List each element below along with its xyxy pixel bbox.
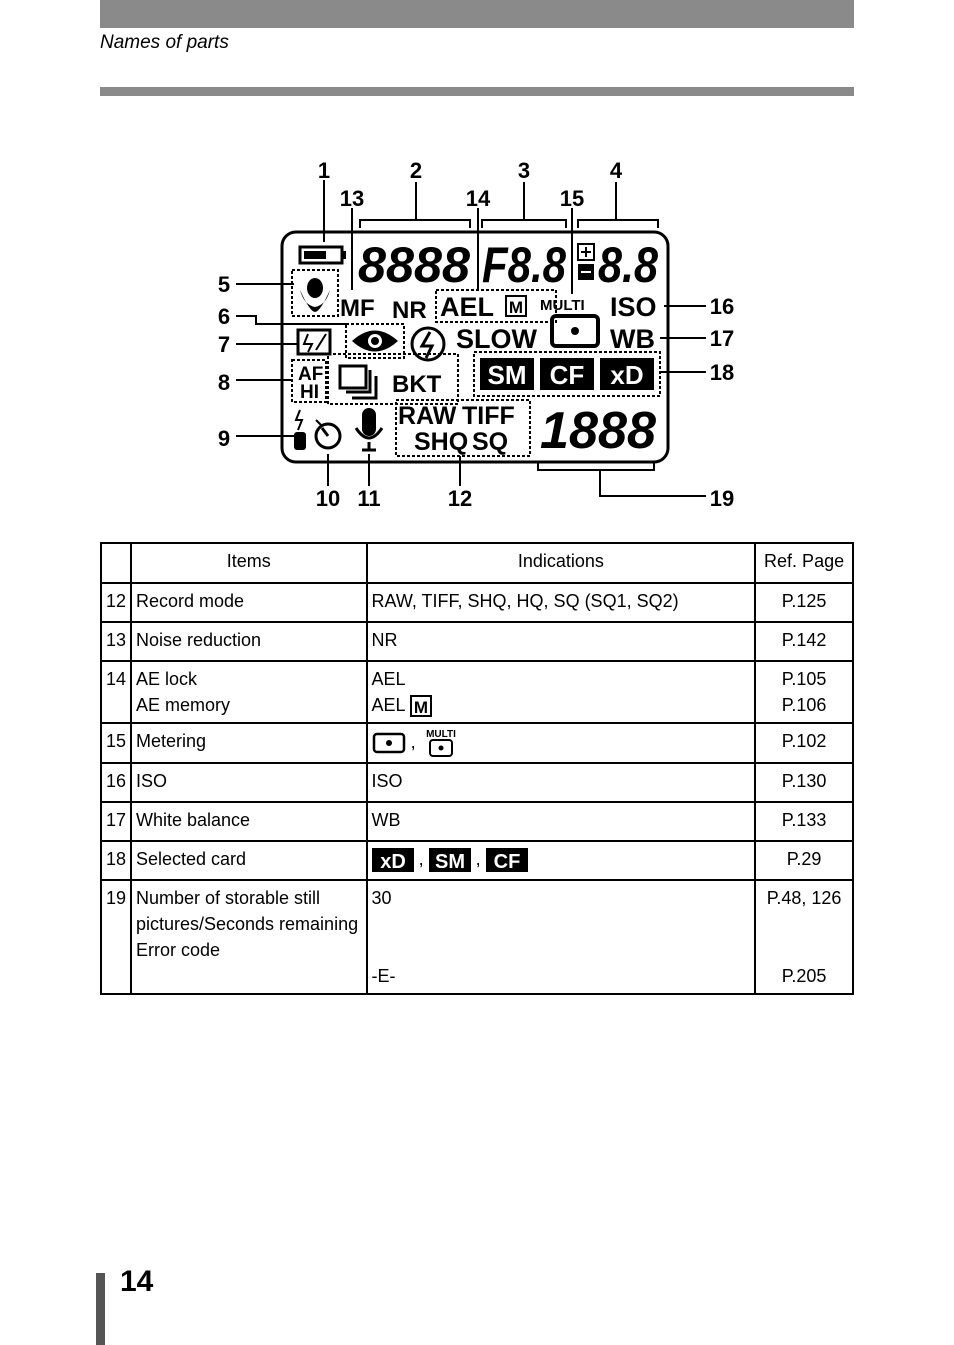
callout-15: 15 — [559, 186, 585, 211]
cf-card-icon — [540, 358, 594, 390]
table-header-row — [101, 543, 853, 583]
row-item-cell — [131, 661, 367, 723]
row-ref: P.142 — [755, 622, 853, 661]
callout-12: 12 — [447, 486, 473, 511]
row-item: Noise reduction — [131, 622, 367, 661]
lcd-sq: SQ — [472, 428, 509, 456]
table-row — [101, 841, 853, 880]
row-num: 14 — [101, 661, 131, 723]
row-ref: P.106 — [781, 695, 827, 715]
spot-metering-icon — [372, 731, 406, 755]
header-bar — [100, 0, 854, 28]
m-box-icon — [410, 695, 432, 717]
plus-minus-icon — [578, 244, 594, 280]
row-item: Record mode — [131, 583, 367, 622]
row-num: 19 — [101, 880, 131, 994]
row-num: 16 — [101, 763, 131, 802]
flash-off-icon — [412, 328, 444, 360]
callout-8: 8 — [217, 370, 231, 395]
callout-10: 10 — [315, 486, 341, 511]
macro-flower-icon — [300, 278, 330, 312]
header-ref-page: Ref. Page — [755, 543, 853, 583]
microphone-icon — [356, 408, 382, 450]
row-num: 12 — [101, 583, 131, 622]
svg-text:M: M — [413, 698, 429, 718]
table-row — [101, 763, 853, 802]
callout-18: 18 — [709, 360, 735, 385]
lcd-multi: MULTI — [540, 297, 585, 314]
self-timer-icon — [316, 420, 340, 448]
parts-table — [100, 542, 854, 995]
lcd-panel-diagram — [200, 150, 760, 520]
callout-6: 6 — [217, 304, 231, 329]
callout-14: 14 — [465, 186, 491, 211]
spot-metering-icon — [552, 316, 598, 346]
row-item: Number of storable still pictures/Seconds remaining — [135, 888, 359, 934]
remote-flash-icon — [294, 410, 306, 450]
row-ref: P.105 — [781, 669, 827, 689]
shutter-digits: 8888 — [358, 237, 471, 293]
row-num: 13 — [101, 622, 131, 661]
row-item: White balance — [131, 802, 367, 841]
lcd-raw: RAW — [398, 402, 457, 430]
sm-card-icon — [480, 358, 534, 390]
row-indication: , — [475, 849, 481, 869]
row-ref: P.205 — [781, 966, 827, 986]
lcd-ael: AEL — [440, 292, 494, 322]
lcd-shq: SHQ — [414, 428, 469, 456]
row-indication-cell — [367, 841, 756, 880]
callout-9: 9 — [217, 426, 231, 451]
page-number: 14 — [120, 1265, 154, 1298]
row-item: AE memory — [135, 695, 230, 715]
battery-icon — [300, 247, 346, 263]
callout-1: 1 — [317, 158, 331, 183]
row-indication-cell — [367, 661, 756, 723]
svg-text:SM: SM — [434, 851, 465, 873]
row-num: 18 — [101, 841, 131, 880]
lcd-nr: NR — [392, 297, 427, 324]
section-title: Names of parts — [100, 32, 229, 53]
table-row — [101, 880, 853, 994]
row-item: Selected card — [131, 841, 367, 880]
row-num: 17 — [101, 802, 131, 841]
row-ref-cell — [755, 661, 853, 723]
row-indication-ael-m — [372, 692, 751, 718]
table-row — [101, 802, 853, 841]
row-indication: -E- — [371, 966, 396, 986]
lcd-tiff: TIFF — [462, 402, 515, 430]
lcd-m-box: M — [508, 298, 524, 317]
callout-17: 17 — [709, 326, 735, 351]
header-num — [101, 543, 131, 583]
xd-card-icon — [600, 358, 654, 390]
callout-19: 19 — [709, 486, 735, 511]
row-item: Metering — [131, 723, 367, 763]
row-item-cell — [131, 880, 367, 994]
multi-spot-metering-icon — [421, 728, 461, 758]
cf-card-icon — [486, 848, 528, 872]
lcd-bkt: BKT — [392, 371, 442, 398]
flash-comp-icon — [298, 330, 330, 354]
red-eye-icon — [352, 331, 398, 352]
sm-card-icon — [429, 848, 471, 872]
bracket-3 — [482, 220, 566, 228]
header-indications: Indications — [367, 543, 756, 583]
frame-counter-digits: 1888 — [540, 402, 657, 460]
callout-2: 2 — [409, 158, 423, 183]
page-number-bar — [96, 1273, 105, 1345]
lcd-af: AF — [298, 364, 324, 385]
svg-text:MULTI: MULTI — [425, 729, 456, 740]
row-indication: RAW, TIFF, SHQ, HQ, SQ (SQ1, SQ2) — [367, 583, 756, 622]
svg-text:CF: CF — [493, 851, 520, 873]
callout-11: 11 — [357, 486, 381, 511]
bracket-2 — [360, 220, 470, 228]
row-ref: P.125 — [755, 583, 853, 622]
row-indication: ISO — [367, 763, 756, 802]
lcd-mf: MF — [340, 295, 375, 322]
xd-card-icon — [372, 848, 414, 872]
row-indication: , — [418, 849, 424, 869]
callout-3: 3 — [517, 158, 531, 183]
callout-5: 5 — [217, 272, 231, 297]
sequential-shooting-icon — [340, 366, 376, 398]
row-indication: , — [410, 731, 416, 752]
row-ref: P.133 — [755, 802, 853, 841]
callout-7: 7 — [217, 332, 231, 357]
row-indication: NR — [367, 622, 756, 661]
row-ref: P.102 — [755, 723, 853, 763]
row-indication: AEL — [371, 669, 406, 689]
table-row — [101, 723, 853, 763]
aperture-digits: F8.8 — [482, 237, 567, 293]
callout-13: 13 — [339, 186, 365, 211]
header-items: Items — [131, 543, 367, 583]
svg-text:xD: xD — [379, 851, 406, 873]
lcd-wb: WB — [610, 324, 655, 354]
row-item: AE lock — [135, 669, 197, 689]
row-indication: 30 — [371, 888, 392, 908]
row-indication: AEL — [371, 695, 405, 715]
callout-4: 4 — [609, 158, 623, 183]
row-ref: P.130 — [755, 763, 853, 802]
row-ref: P.29 — [755, 841, 853, 880]
exposure-comp-digits: 8.8 — [598, 237, 659, 293]
row-ref-cell — [755, 880, 853, 994]
row-num: 15 — [101, 723, 131, 763]
svg-text:SM: SM — [487, 360, 527, 390]
lcd-hi: HI — [300, 382, 319, 403]
table-row — [101, 583, 853, 622]
bracket-4 — [578, 220, 658, 228]
row-indication: WB — [367, 802, 756, 841]
table-row — [101, 661, 853, 723]
row-item: ISO — [131, 763, 367, 802]
svg-text:xD: xD — [610, 360, 644, 390]
row-indication-cell — [367, 880, 756, 994]
lcd-iso: ISO — [610, 292, 657, 322]
row-ref: P.48, 126 — [766, 888, 842, 908]
callout-16: 16 — [709, 294, 735, 319]
row-item: Error code — [135, 940, 221, 960]
header-rule — [100, 87, 854, 96]
svg-text:CF: CF — [549, 360, 585, 390]
table-row — [101, 622, 853, 661]
lcd-slow: SLOW — [456, 324, 537, 354]
row-indication-cell — [367, 723, 756, 763]
